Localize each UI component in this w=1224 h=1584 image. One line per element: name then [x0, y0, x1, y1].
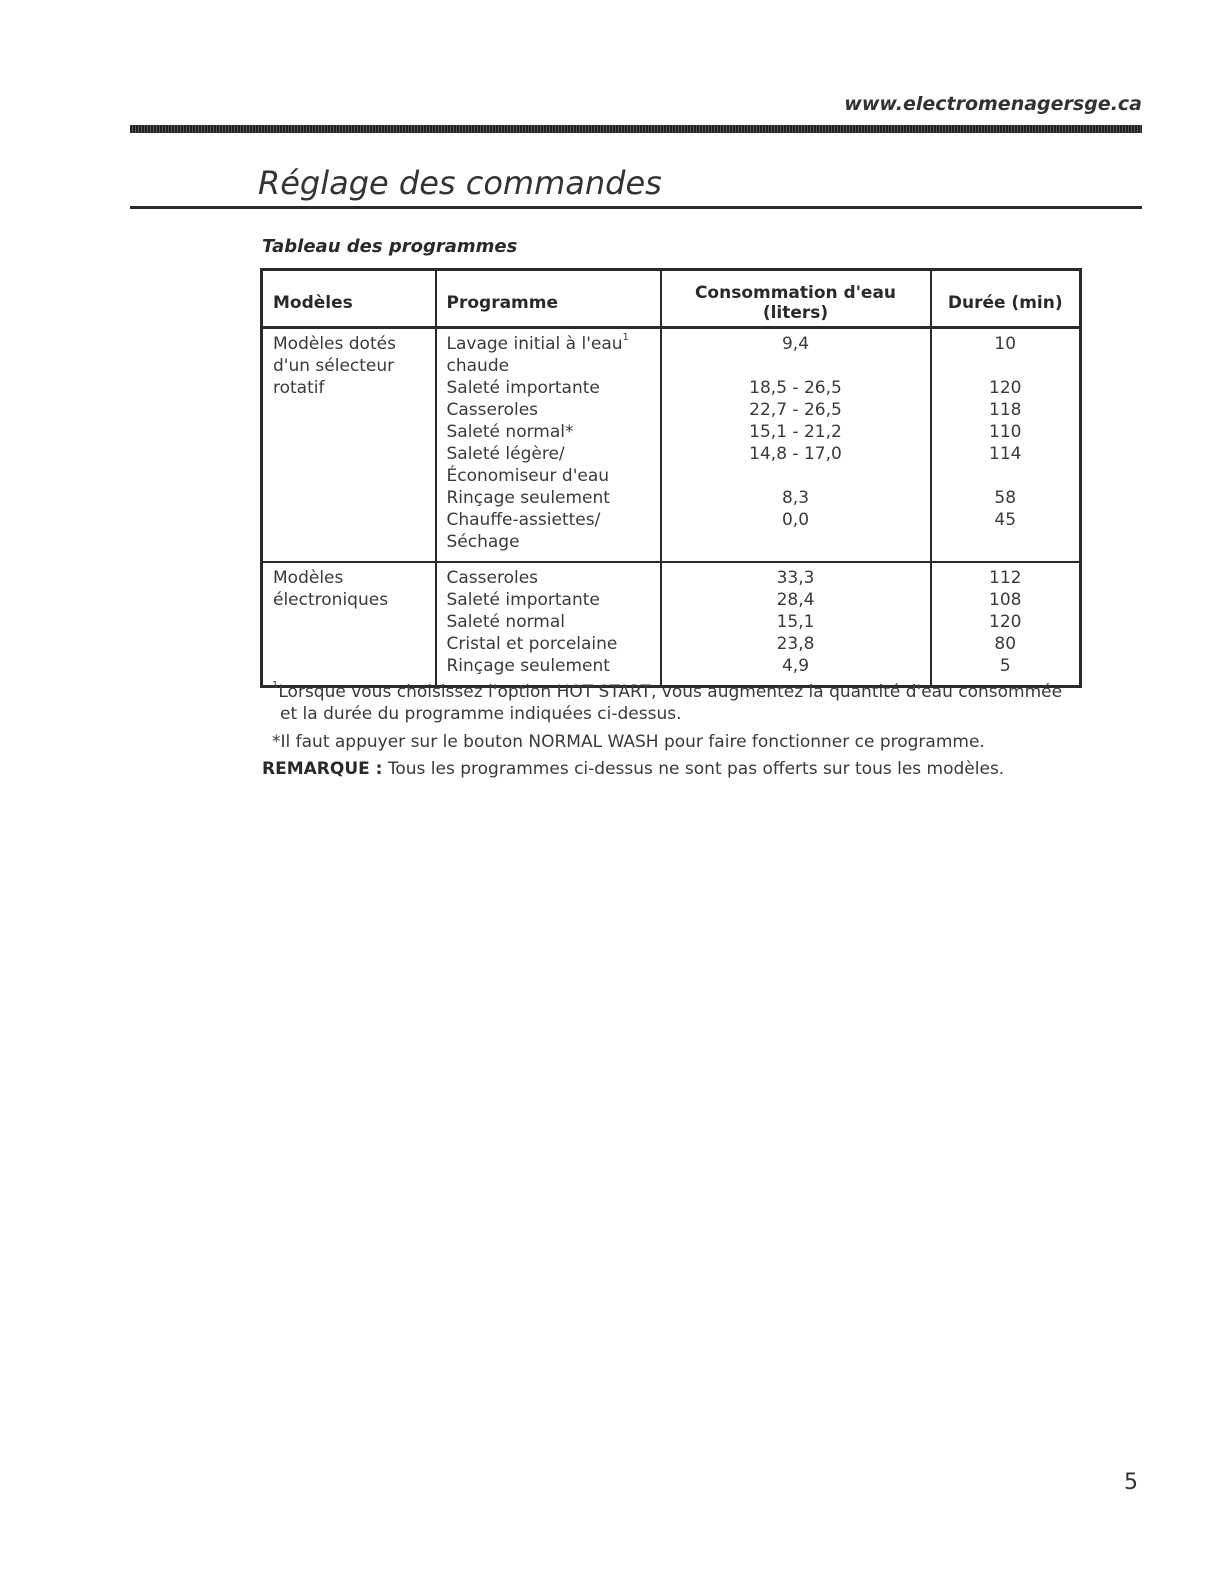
program-name — [447, 633, 650, 655]
programs-table — [260, 268, 1082, 688]
remark — [262, 758, 1072, 780]
footnote-hot-start — [272, 681, 1072, 725]
model-line: d'un sélecteur — [273, 356, 395, 376]
program-name-text: Rinçage seulement — [446, 656, 610, 676]
spacer — [672, 355, 920, 377]
program-name-text: Rinçage seulement — [446, 488, 610, 508]
column-header-water: Consommation d'eau (liters) — [661, 270, 931, 328]
column-header-models: Modèles — [262, 270, 436, 328]
program-name-text: Séchage — [446, 532, 520, 552]
table-body — [262, 328, 1081, 687]
column-header-program: Programme — [436, 270, 661, 328]
program-name — [447, 509, 650, 531]
duration-value: 45 — [994, 510, 1017, 530]
table-title: Tableau des programmes — [262, 236, 518, 257]
column-header-duration: Durée (min) — [931, 270, 1081, 328]
water-value: 4,9 — [781, 656, 810, 676]
remark-text: Tous les programmes ci-dessus ne sont pas offerts sur tous les modèles. — [382, 759, 1005, 779]
spacer — [942, 465, 1070, 487]
spacer — [672, 531, 920, 553]
footnote-marker: 1 — [272, 680, 279, 691]
program-name — [447, 333, 650, 355]
duration-cell — [931, 562, 1081, 687]
program-name-text: Saleté normal — [446, 612, 565, 632]
model-line: électroniques — [273, 590, 389, 610]
model-line: Modèles dotés — [273, 334, 396, 354]
model-cell — [262, 562, 436, 687]
footnote-reference: 1 — [622, 332, 629, 343]
duration-value: 10 — [994, 334, 1017, 354]
program-name — [447, 589, 650, 611]
program-name — [447, 399, 650, 421]
water-value: 8,3 — [781, 488, 810, 508]
water-cell — [661, 562, 931, 687]
duration-cell — [931, 328, 1081, 563]
duration-value: 112 — [989, 568, 1022, 588]
program-name-text: Saleté normal* — [446, 422, 574, 442]
duration-value: 80 — [994, 634, 1017, 654]
water-value: 22,7 - 26,5 — [749, 400, 842, 420]
program-name — [447, 487, 650, 509]
footnote-normal-wash: *Il faut appuyer sur le bouton NORMAL WASH pour faire fonctionner ce programme. — [272, 732, 985, 752]
duration-value: 120 — [989, 378, 1022, 398]
program-cell — [436, 562, 661, 687]
duration-value: 120 — [989, 612, 1022, 632]
program-name-text: Saleté légère/ — [446, 444, 565, 464]
duration-value: 114 — [989, 444, 1022, 464]
water-value: 18,5 - 26,5 — [749, 378, 842, 398]
water-value: 9,4 — [781, 334, 810, 354]
program-name-text: Saleté importante — [446, 378, 600, 398]
water-value: 15,1 — [776, 612, 815, 632]
duration-value: 108 — [989, 590, 1022, 610]
program-name — [447, 465, 650, 487]
program-name-text: Chauffe-assiettes/ — [446, 510, 601, 530]
duration-value: 5 — [999, 656, 1011, 676]
spacer — [672, 465, 920, 487]
program-cell — [436, 328, 661, 563]
duration-value: 118 — [989, 400, 1022, 420]
program-name — [447, 377, 650, 399]
header-rule — [130, 125, 1142, 133]
water-cell — [661, 328, 931, 563]
table-row — [262, 328, 1081, 563]
program-name — [447, 421, 650, 443]
water-value: 28,4 — [776, 590, 815, 610]
footnote-hot-start-line2: et la durée du programme indiquées ci-dessus. — [280, 704, 682, 724]
program-name — [447, 567, 650, 589]
program-name-text: Saleté importante — [446, 590, 600, 610]
program-name — [447, 443, 650, 465]
program-name-text: Cristal et porcelaine — [446, 634, 618, 654]
page-number: 5 — [1124, 1470, 1138, 1495]
model-cell — [262, 328, 436, 563]
footnote-hot-start-line1: Lorsque vous choisissez l'option HOT START, vous augmentez la quantité d'eau consommée — [278, 682, 1063, 702]
website-url: www.electromenagersge.ca — [844, 93, 1142, 115]
page-title: Réglage des commandes — [258, 164, 662, 202]
program-name — [447, 355, 650, 377]
program-name-text: Casseroles — [446, 400, 539, 420]
program-name — [447, 611, 650, 633]
program-name — [447, 531, 650, 553]
program-name-text: Économiseur d'eau — [446, 466, 610, 486]
remark-label: REMARQUE : — [262, 759, 383, 779]
table-header-row — [262, 270, 1081, 328]
water-value: 15,1 - 21,2 — [749, 422, 842, 442]
table-row — [262, 562, 1081, 687]
water-value: 14,8 - 17,0 — [749, 444, 842, 464]
water-value: 23,8 — [776, 634, 815, 654]
program-name-text: Casseroles — [446, 568, 539, 588]
program-name — [447, 655, 650, 677]
duration-value: 110 — [989, 422, 1022, 442]
spacer — [942, 355, 1070, 377]
water-value: 0,0 — [781, 510, 810, 530]
duration-value: 58 — [994, 488, 1017, 508]
program-name-text: Lavage initial à l'eau — [446, 334, 623, 354]
program-name-text: chaude — [446, 356, 510, 376]
model-line: rotatif — [273, 378, 325, 398]
model-line: Modèles — [273, 568, 344, 588]
title-rule — [130, 206, 1142, 209]
footnotes — [262, 680, 1072, 780]
water-value: 33,3 — [776, 568, 815, 588]
spacer — [942, 531, 1070, 553]
